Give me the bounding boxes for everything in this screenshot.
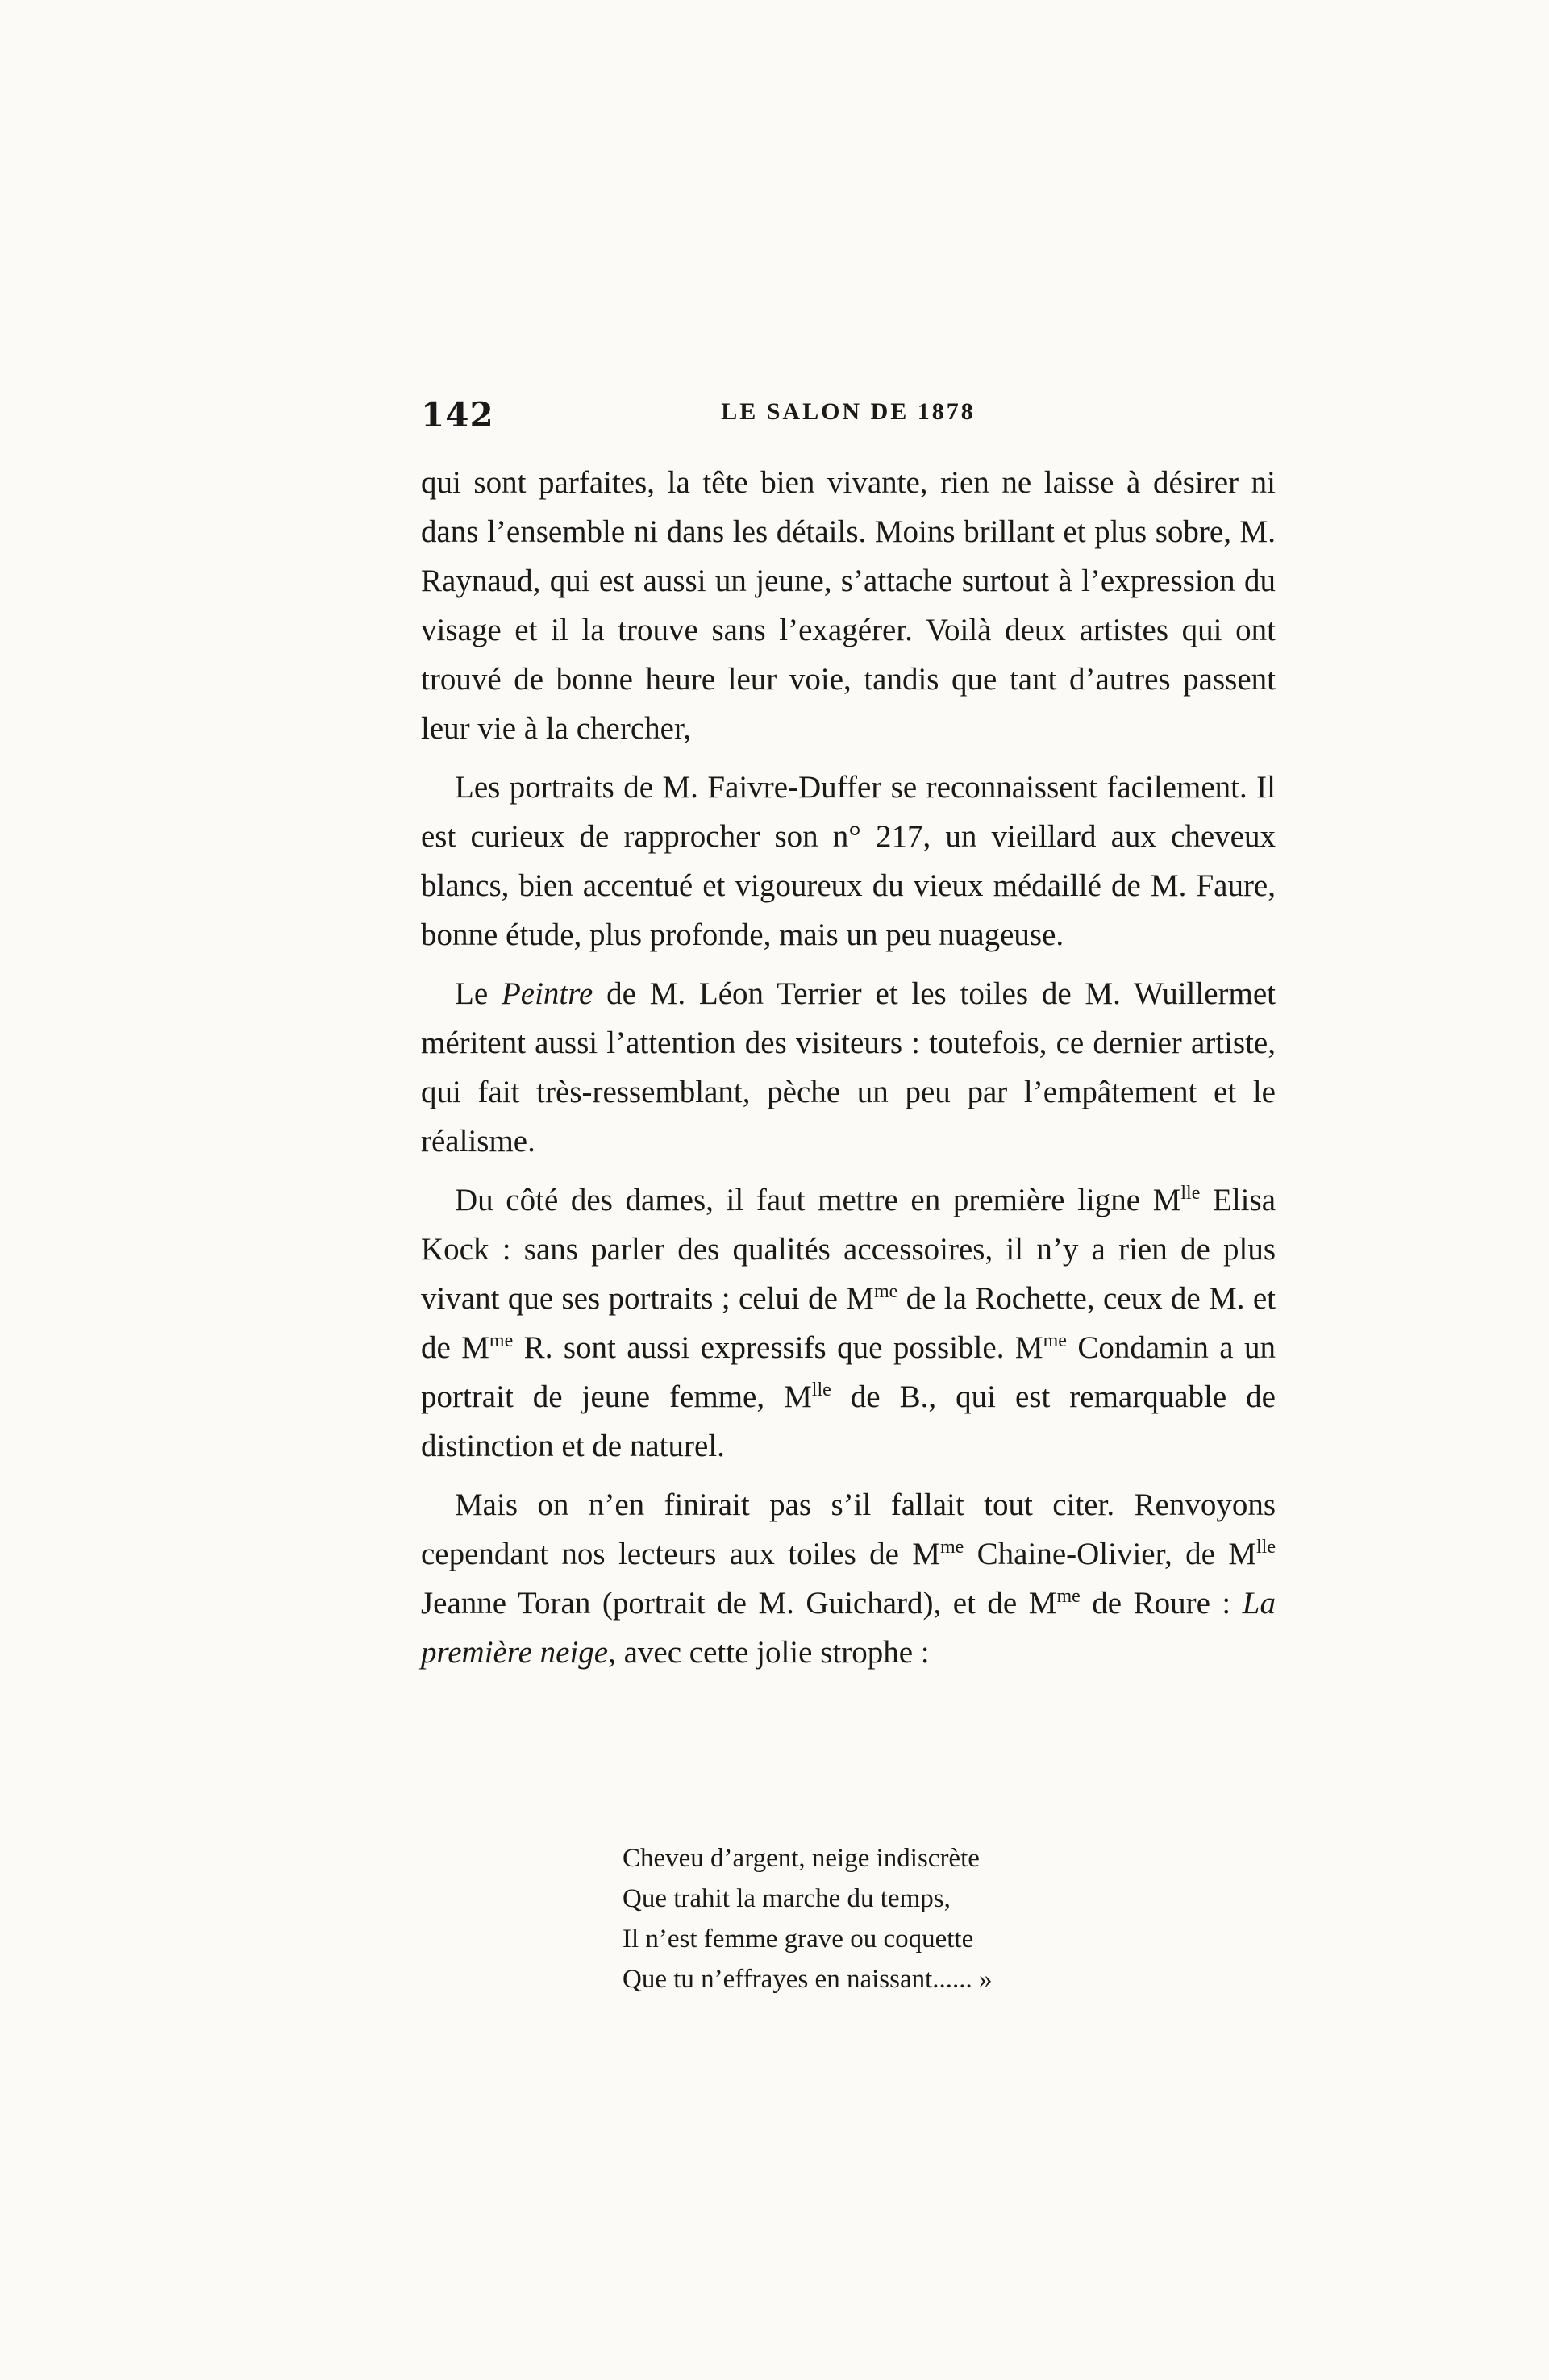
paragraph-1 xyxy=(421,458,1276,753)
paragraph-2-text: Les portraits de M. Faivre-Duffer se reconnaissent facilement. Il est curieux de rapprocher son n° 217, un vieillard aux cheveux blancs, bien accentué et vigoureux du vieux médaillé de M. Faure, bonne étude, plus profonde, mais un peu nuageuse. xyxy=(421,770,1276,952)
paragraph-4-text-f: de B., qui est remarquable de distinction et de naturel. xyxy=(421,1379,1276,1463)
paragraph-4-text-b: Elisa Kock : sans parler des qualités accessoires, il n’y a rien de plus vivant que ses portraits ; celui de M xyxy=(421,1183,1276,1316)
paragraph-2 xyxy=(421,763,1276,959)
verse-stanza xyxy=(623,1838,1203,1999)
page-number: 142 xyxy=(421,395,494,435)
paragraph-4-text-d: R. sont aussi expressifs que possible. M xyxy=(513,1330,1043,1365)
superscript: lle xyxy=(811,1379,831,1400)
paragraph-1-text: qui sont parfaites, la tête bien vivante, rien ne laisse à désirer ni dans l’ensemble ni dans les détails. Moins brillant et plus sobre, M. Raynaud, qui est aussi un jeune, s’attache surtout à l’expression du visage et il la trouve sans l’exagérer. Voilà deux artistes qui ont trouvé de bonne heure leur voie, tandis que tant d’autres passent leur vie à la chercher, xyxy=(421,465,1276,746)
paragraph-3-italic: Peintre xyxy=(501,976,593,1011)
paragraph-5-text-c: Jeanne Toran (portrait de M. Guichard), et de M xyxy=(421,1586,1057,1621)
running-title: LE SALON DE 1878 xyxy=(721,398,976,425)
paragraph-5-italic: La première neige xyxy=(421,1586,1276,1670)
paragraph-4 xyxy=(421,1175,1276,1471)
superscript: me xyxy=(873,1281,898,1302)
paragraph-5-text-b: Chaine-Olivier, de M xyxy=(964,1537,1256,1571)
paragraph-3-lead: Le xyxy=(455,976,502,1011)
paragraph-3-rest: de M. Léon Terrier et les toiles de M. Wuillermet méritent aussi l’attention des visiteurs : toutefois, ce dernier artiste, qui fait très-ressemblant, pèche un peu par l’empâtement et le réalisme. xyxy=(421,976,1276,1159)
superscript: me xyxy=(1056,1586,1081,1607)
paragraph-5-text-e: , avec cette jolie strophe : xyxy=(608,1635,930,1670)
paragraph-4-text-c: de la Rochette, ceux de M. et de M xyxy=(421,1281,1276,1365)
superscript: lle xyxy=(1180,1183,1201,1204)
superscript: me xyxy=(939,1537,964,1558)
superscript: me xyxy=(489,1330,514,1351)
body-text xyxy=(421,458,1276,1687)
running-head xyxy=(421,395,1276,443)
paragraph-5 xyxy=(421,1480,1276,1677)
paragraph-4-text-e: Condamin a un portrait de jeune femme, M xyxy=(421,1330,1276,1414)
verse-line: Que tu n’effrayes en naissant...... » xyxy=(623,1965,993,1994)
paragraph-4-text-a: Du côté des dames, il faut mettre en première ligne M xyxy=(455,1183,1181,1217)
paragraph-3 xyxy=(421,969,1276,1166)
paragraph-5-text-a: Mais on n’en finirait pas s’il fallait tout citer. Renvoyons cependant nos lecteurs aux toiles de M xyxy=(421,1488,1276,1571)
superscript: lle xyxy=(1256,1537,1276,1558)
paragraph-5-text-d: de Roure : xyxy=(1080,1586,1243,1621)
verse-line: Il n’est femme grave ou coquette xyxy=(623,1924,974,1954)
verse-line: Cheveu d’argent, neige indiscrète xyxy=(623,1844,980,1873)
verse-line: Que trahit la marche du temps, xyxy=(623,1884,951,1913)
superscript: me xyxy=(1043,1330,1067,1351)
